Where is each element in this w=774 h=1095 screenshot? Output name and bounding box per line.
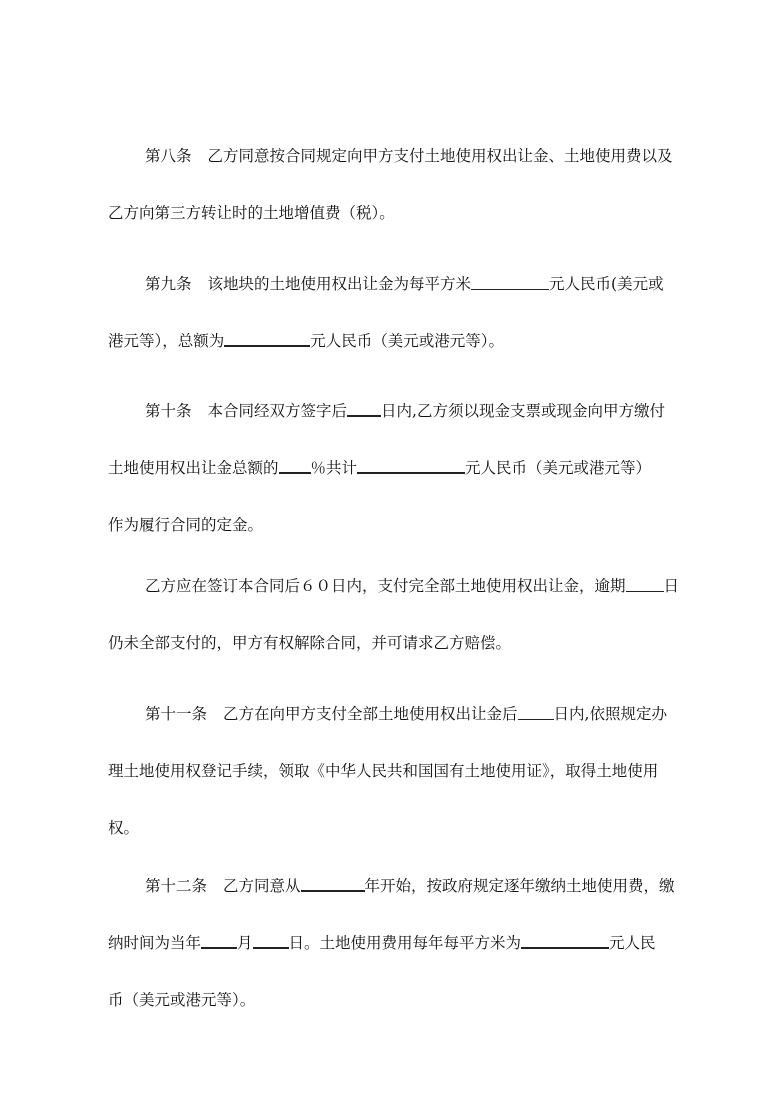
clause-article-12 [108,875,675,1011]
clause-line [108,514,668,536]
fill-in-blank [518,704,554,720]
clause-text: 日。土地使用费用每年每平方米为 [288,934,522,952]
clause-text: 港元等），总额为 [108,332,225,350]
clause-text: 乙方同意从 [223,877,301,895]
clause-text: 乙方同意按合同规定向甲方支付土地使用权出让金、土地使用费以及 [207,147,673,165]
clause-text: 元人民币（美元或港元等）。 [310,332,505,350]
clause-line [108,400,668,422]
clause-text: 本合同经双方签字后 [207,402,348,420]
clause-line [108,632,668,654]
clause-line [108,875,675,897]
clause-text: 仍未全部支付的，甲方有权解除合同，并可请求乙方赔偿。 [108,634,512,652]
clause-text: 第九条 [145,275,192,293]
clause-text: 第十一条 [145,705,208,723]
clause-text: 日 [663,577,680,595]
clause-article-9 [108,273,668,352]
clause-line [108,457,668,479]
clause-text: 年开始，按政府规定逐年缴纳土地使用费，缴 [364,877,675,895]
fill-in-blank [347,400,381,417]
clause-text: 月 [237,934,253,952]
clause-text: 土地使用权出让金总额的 [108,459,279,477]
clause-text: 元人民 [609,934,656,952]
clause-text: 第八条 [145,147,192,165]
clause-line [108,202,668,224]
fill-in-blank [626,576,664,592]
fill-in-blank [253,932,289,949]
clause-text: 日内,依照规定办 [553,705,667,723]
clause-line [108,989,668,1011]
fill-in-blank [301,875,365,892]
fill-in-blank [357,457,465,474]
clause-line [108,817,668,839]
clause-text: ％共计 [310,459,358,477]
clause-text: 日内,乙方须以现金支票或现金向甲方缴付 [381,402,665,420]
clause-text: 该地块的土地使用权出让金为每平方米 [207,275,472,293]
clause-text: 第十条 [145,402,192,420]
clause-line [108,575,680,597]
clause-line [108,330,668,352]
fill-in-blank [224,330,310,347]
clause-line [108,932,668,954]
clause-article-11 [108,703,668,839]
clause-text: 理土地使用权登记手续，领取《中华人民共和国国有土地使用证》，取得土地使用 [108,762,659,780]
clause-article-10 [108,400,668,536]
clause-text: 权。 [108,819,140,837]
clause-article-10-payment [108,575,680,654]
clause-line [108,760,668,782]
clause-text: 乙方应在签订本合同后６０日内，支付完全部土地使用权出让金，逾期 [145,577,626,595]
fill-in-blank [521,932,609,949]
clause-text: 元人民币(美元或 [549,275,664,293]
clause-article-8 [108,145,673,224]
clause-line [108,273,668,295]
clause-text: 元人民币（美元或港元等） [465,459,652,477]
clause-text: 第十二条 [145,877,208,895]
clause-text: 作为履行合同的定金。 [108,516,264,534]
clause-line [108,145,673,167]
clause-text: 乙方在向甲方支付全部土地使用权出让金后 [223,705,518,723]
clause-text: 币（美元或港元等）。 [108,991,256,1009]
clause-line [108,703,668,725]
fill-in-blank [201,932,237,949]
clause-text: 纳时间为当年 [108,934,202,952]
fill-in-blank [279,457,311,474]
fill-in-blank [471,274,549,290]
clause-text: 乙方向第三方转让时的土地增值费（税）。 [108,204,395,222]
